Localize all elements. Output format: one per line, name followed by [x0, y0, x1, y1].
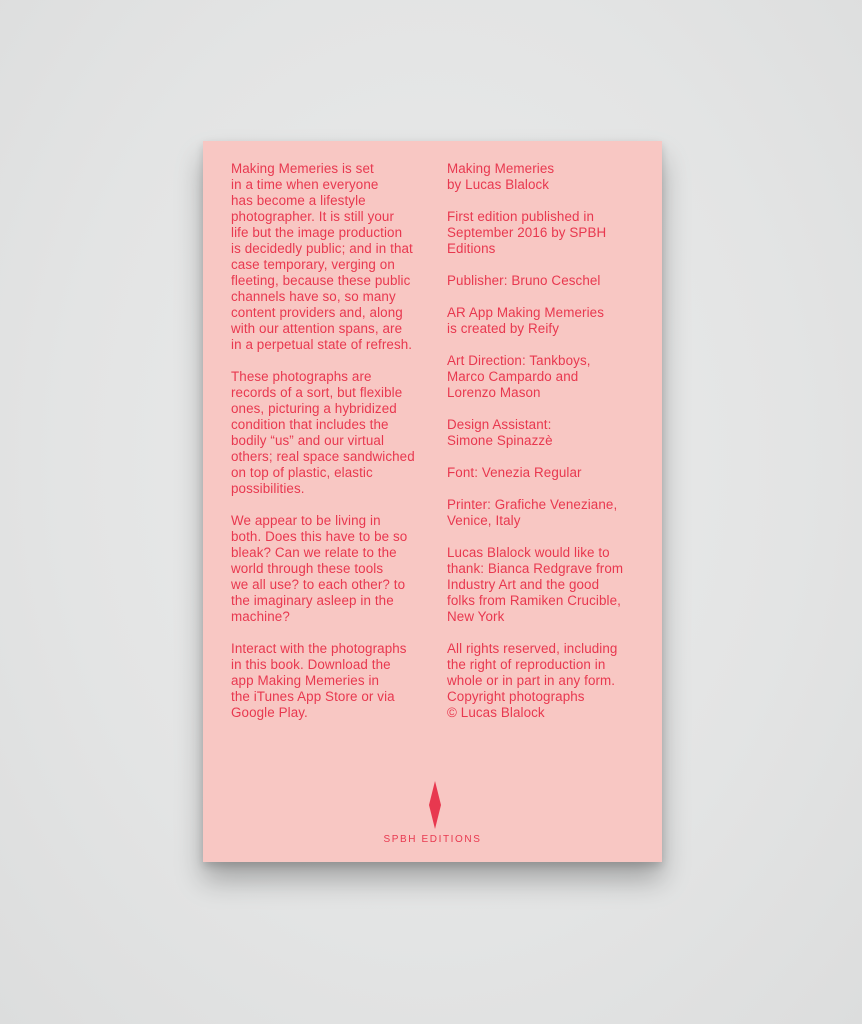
left-paragraph-records: These photographs are records of a sort, but flexible ones, picturing a hybridized condition that includes the bodily “us” and our virtual others; real space sandwiched on top of plastic, elastic possibilities.: [231, 369, 415, 496]
colophon-publisher: Publisher: Bruno Ceschel: [447, 273, 601, 288]
left-paragraph-app-info: Interact with the photographs in this book. Download the app Making Memeries in the iTunes App Store or via Google Play.: [231, 641, 407, 720]
left-paragraph-intro: Making Memeries is set in a time when everyone has become a lifestyle photographer. It is still your life but the image production is decidedly public; and in that case temporary, verging on fleeting, because these public channels have so, so many content providers and, along with our attention spans, are in a perpetual state of refresh.: [231, 161, 413, 352]
colophon-ar-app: AR App Making Memeries is created by Reify: [447, 305, 604, 336]
colophon-printer: Printer: Grafiche Veneziane, Venice, Italy: [447, 497, 618, 528]
right-colophon-column: [447, 161, 647, 737]
book-back-cover: [203, 141, 662, 862]
colophon-rights: All rights reserved, including the right of reproduction in whole or in part in any form. Copyright photographs © Lucas Blalock: [447, 641, 618, 720]
colophon-font: Font: Venezia Regular: [447, 465, 582, 480]
colophon-art-direction: Art Direction: Tankboys, Marco Campardo and Lorenzo Mason: [447, 353, 591, 400]
left-text-column: [231, 161, 436, 737]
diamond-logo-icon: [429, 781, 441, 829]
colophon-design-assistant: Design Assistant: Simone Spinazzè: [447, 417, 553, 448]
colophon-title: Making Memeries by Lucas Blalock: [447, 161, 555, 192]
left-paragraph-questions: We appear to be living in both. Does this have to be so bleak? Can we relate to the world through these tools we all use? to each other? to the imaginary asleep in the machine?: [231, 513, 408, 624]
publisher-logo-text: SPBH EDITIONS: [383, 834, 482, 845]
colophon-edition: First edition published in September 2016 by SPBH Editions: [447, 209, 607, 256]
colophon-thanks: Lucas Blalock would like to thank: Bianca Redgrave from Industry Art and the good folks from Ramiken Crucible, New York: [447, 545, 624, 624]
